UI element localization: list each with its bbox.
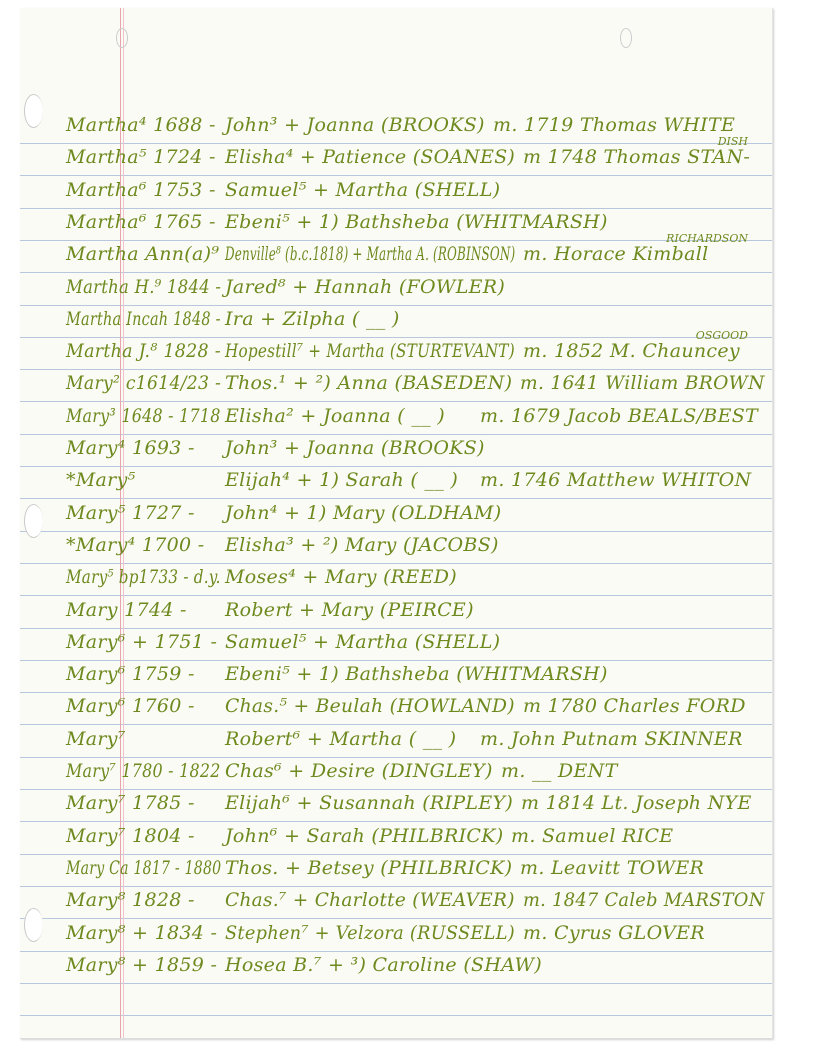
- entry-marriage: m. Horace Kimball: [523, 243, 709, 266]
- entry-name: Mary⁵ bp1733 - d.y.: [66, 566, 221, 589]
- entry-marriage: m. __ DENT: [501, 760, 618, 782]
- entry-row: [20, 694, 772, 722]
- entry-name: Mary⁸ + 1859 -: [66, 953, 218, 976]
- entry-note: RICHARDSON: [666, 232, 748, 246]
- entry-parents: Chas.⁷ + Charlotte (WEAVER): [225, 889, 515, 912]
- entry-name: Mary⁴ 1693 -: [66, 437, 195, 459]
- entry-name: Mary⁸ 1828 -: [66, 889, 195, 912]
- entry-row: [20, 888, 772, 916]
- entry-marriage: m. Samuel RICE: [511, 824, 674, 847]
- ruled-line: [20, 983, 772, 984]
- entry-row: [20, 232, 772, 270]
- ruled-line: [20, 660, 772, 661]
- entry-name: Martha⁶ 1765 -: [66, 210, 216, 233]
- entry-row: [20, 468, 772, 496]
- ruled-line: [20, 498, 772, 499]
- entry-name: Mary² c1614/23 -: [66, 372, 222, 395]
- entry-row: [20, 953, 772, 981]
- entry-name: Martha Ann(a)⁹: [66, 243, 220, 266]
- corner-hole-right: [620, 28, 632, 48]
- entry-row: [20, 436, 772, 464]
- entry-row: [20, 630, 772, 658]
- entry-note: DISH: [717, 135, 748, 149]
- ruled-line: [20, 337, 772, 338]
- entry-marriage: m. 1679 Jacob BEALS/BEST: [480, 404, 759, 427]
- entry-note: OSGOOD: [695, 329, 748, 343]
- entry-row: [20, 856, 772, 884]
- entry-parents: Jared⁸ + Hannah (FOWLER): [225, 275, 506, 298]
- ruled-line: [20, 563, 772, 564]
- entry-row: [20, 727, 772, 755]
- entry-parents: Ebeni⁵ + 1) Bathsheba (WHITMARSH): [225, 210, 608, 233]
- entry-name: *Mary⁴ 1700 -: [66, 533, 205, 556]
- entry-name: Martha⁵ 1724 -: [66, 146, 216, 169]
- entry-name: *Mary⁵: [66, 469, 136, 492]
- ruled-line: [20, 628, 772, 629]
- ruled-line: [20, 434, 772, 435]
- entry-row: [20, 565, 772, 593]
- ruled-line: [20, 789, 772, 790]
- entry-parents: Hopestill⁷ + Martha (STURTEVANT): [225, 340, 515, 363]
- entry-parents: Stephen⁷ + Velzora (RUSSELL): [225, 921, 515, 944]
- entry-row: [20, 307, 772, 335]
- entry-name: Mary⁷ 1780 - 1822: [66, 760, 221, 782]
- entry-row: [20, 791, 772, 819]
- entry-parents: Elijah⁴ + 1) Sarah ( __ ): [225, 469, 459, 492]
- entry-parents: Elisha³ + ²) Mary (JACOBS): [225, 533, 499, 556]
- entry-parents: Robert + Mary (PEIRCE): [225, 598, 474, 621]
- entry-name: Mary⁷: [66, 727, 126, 750]
- entry-row: [20, 113, 772, 141]
- entry-name: Martha Incah 1848 -: [66, 307, 221, 330]
- entry-parents: Elijah⁶ + Susannah (RIPLEY): [225, 792, 514, 815]
- entry-parents: Elisha² + Joanna ( __ ): [225, 404, 445, 427]
- entry-parents: Thos. + Betsey (PHILBRICK): [225, 856, 513, 879]
- ruled-line: [20, 821, 772, 822]
- entry-row: [20, 210, 772, 238]
- entry-name: Mary⁸ + 1834 -: [66, 921, 218, 944]
- entry-name: Mary⁷ 1785 -: [66, 792, 195, 815]
- ruled-line: [20, 854, 772, 855]
- entry-marriage: m 1748 Thomas STAN-: [523, 146, 751, 169]
- entry-row: [20, 329, 772, 367]
- entry-row: [20, 759, 772, 787]
- entry-marriage: m 1780 Charles FORD: [523, 695, 746, 718]
- ruled-line: [20, 369, 772, 370]
- entry-row: [20, 533, 772, 561]
- ruled-line: [20, 240, 772, 241]
- entry-parents: Chas.⁵ + Beulah (HOWLAND): [225, 695, 515, 718]
- entry-parents: Thos.¹ + ²) Anna (BASEDEN): [225, 372, 513, 395]
- entry-parents: John³ + Joanna (BROOKS): [225, 437, 485, 459]
- entry-row: [20, 275, 772, 303]
- entry-parents: Samuel⁵ + Martha (SHELL): [225, 630, 501, 653]
- entry-marriage: m. 1847 Caleb MARSTON: [523, 889, 765, 912]
- ruled-line: [20, 305, 772, 306]
- entry-row: [20, 178, 772, 206]
- entry-parents: Ira + Zilpha ( __ ): [225, 307, 400, 330]
- entry-marriage: m. John Putnam SKINNER: [480, 727, 743, 750]
- entry-marriage: m. Leavitt TOWER: [520, 856, 705, 879]
- corner-hole-left: [116, 28, 128, 48]
- ruled-line: [20, 886, 772, 887]
- entry-parents: Samuel⁵ + Martha (SHELL): [225, 178, 501, 201]
- ruled-line: [20, 757, 772, 758]
- entry-marriage: m 1814 Lt. Joseph NYE: [521, 792, 752, 815]
- ruled-line: [20, 918, 772, 919]
- entry-row: [20, 598, 772, 626]
- entry-name: Martha J.⁸ 1828 -: [66, 340, 221, 363]
- entry-parents: Chas⁶ + Desire (DINGLEY): [225, 760, 493, 782]
- entry-name: Mary⁶ + 1751 -: [66, 630, 218, 653]
- entry-name: Mary³ 1648 - 1718: [66, 404, 221, 427]
- ruled-line: [20, 531, 772, 532]
- entry-row: [20, 824, 772, 852]
- ruled-line: [20, 724, 772, 725]
- ruled-line: [20, 272, 772, 273]
- entry-name: Mary Ca 1817 - 1880: [66, 856, 222, 879]
- entry-name: Martha⁴ 1688 -: [66, 114, 216, 136]
- ruled-line: [20, 595, 772, 596]
- ruled-line: [20, 208, 772, 209]
- entry-parents: Ebeni⁵ + 1) Bathsheba (WHITMARSH): [225, 663, 608, 686]
- entry-parents: Moses⁴ + Mary (REED): [225, 566, 457, 589]
- entry-parents: John⁴ + 1) Mary (OLDHAM): [225, 501, 502, 524]
- entry-row: [20, 662, 772, 690]
- entry-name: Mary 1744 -: [66, 598, 187, 621]
- ruled-line: [20, 1015, 772, 1016]
- entry-name: Mary⁷ 1804 -: [66, 824, 195, 847]
- entry-parents: Robert⁶ + Martha ( __ ): [225, 727, 457, 750]
- entry-marriage: m. 1719 Thomas WHITE: [493, 114, 736, 136]
- entry-parents: Hosea B.⁷ + ³) Caroline (SHAW): [225, 953, 543, 976]
- entry-name: Mary⁵ 1727 -: [66, 501, 195, 524]
- entry-parents: Denville⁸ (b.c.1818) + Martha A. (ROBINSON): [225, 243, 516, 266]
- ruled-line: [20, 951, 772, 952]
- ruled-line: [20, 466, 772, 467]
- ruled-line: [20, 692, 772, 693]
- ruled-line: [20, 175, 772, 176]
- entry-marriage: m. 1746 Matthew WHITON: [480, 469, 752, 492]
- entry-name: Martha⁶ 1753 -: [66, 178, 216, 201]
- entry-marriage: m. 1641 William BROWN: [520, 372, 765, 395]
- ruled-line: [20, 401, 772, 402]
- entry-name: Martha H.⁹ 1844 -: [66, 275, 222, 298]
- entry-row: [20, 371, 772, 399]
- entry-row: [20, 404, 772, 432]
- notebook-page: [20, 8, 773, 1039]
- entry-row: [20, 135, 772, 173]
- entry-name: Mary⁶ 1760 -: [66, 695, 195, 718]
- entry-parents: John³ + Joanna (BROOKS): [225, 114, 485, 136]
- entry-parents: John⁶ + Sarah (PHILBRICK): [225, 824, 504, 847]
- entry-parents: Elisha⁴ + Patience (SOANES): [225, 146, 516, 169]
- ruled-line: [20, 143, 772, 144]
- entry-marriage: m. Cyrus GLOVER: [523, 921, 705, 944]
- entry-row: [20, 921, 772, 949]
- entry-name: Mary⁶ 1759 -: [66, 663, 195, 686]
- entry-row: [20, 501, 772, 529]
- entry-marriage: m. 1852 M. Chauncey: [523, 340, 740, 363]
